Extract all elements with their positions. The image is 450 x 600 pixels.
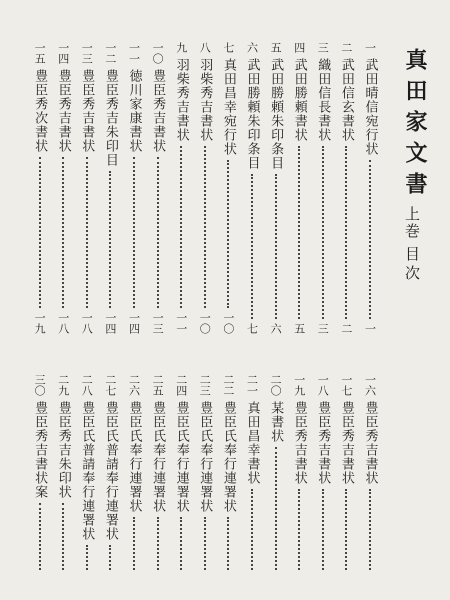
dot-leader [86,545,88,570]
toc-entry [30,374,50,574]
dot-leader [322,146,324,319]
dot-leader [322,489,324,570]
page-number: 一九 [33,312,47,334]
toc-entry [218,374,238,574]
page-number: 六 [269,323,283,334]
entry-title: 豊臣秀吉書状 [338,401,354,485]
entry-number: 一三 [80,42,94,64]
dot-leader [133,157,135,308]
toc-entry [313,42,333,334]
entry-number: 二七 [103,374,117,396]
page-number: 一八 [80,312,94,334]
dot-leader [86,157,88,308]
entry-number: 二六 [127,374,141,396]
volume-label: 上巻 [403,206,421,240]
dot-leader [345,146,347,319]
page-number: 二 [339,323,353,334]
dot-leader [62,503,64,570]
entry-number: 二五 [151,374,165,396]
entry-number: 一九 [292,374,306,396]
entry-number: 二三 [198,374,212,396]
entry-title: 豊臣秀吉書状 [291,401,307,485]
entry-title: 真田昌幸書状 [244,401,260,485]
entry-number: 一 [363,42,377,53]
toc-entry [313,374,333,574]
entry-title: 豊臣氏奉行連署状 [197,401,213,513]
entry-title: 徳川家康書状 [126,69,142,153]
entry-number: 二〇 [269,374,283,396]
toc-entry [218,42,238,334]
dot-leader [345,489,347,570]
entry-title: 豊臣秀吉朱印状 [55,401,71,499]
entry-title: 某書状 [268,401,284,443]
toc-entry [171,374,191,574]
entry-number: 二 [339,42,353,53]
entry-number: 三〇 [33,374,47,396]
entry-title: 織田信長書状 [315,58,331,142]
page-number: 一一 [174,312,188,334]
dot-leader [157,157,159,308]
toc-entry [171,42,191,334]
entry-number: 一四 [56,42,70,64]
entry-number: 七 [221,42,235,53]
toc-entry [195,42,215,334]
page-number: 一〇 [198,312,212,334]
toc-entry [266,374,286,574]
dot-leader [39,157,41,308]
dot-leader [251,174,253,319]
dot-leader [227,517,229,570]
entry-title: 豊臣氏奉行連署状 [220,401,236,513]
page-number: 一 [363,323,377,334]
toc-entry [77,374,97,574]
entry-title: 豊臣秀次書状 [32,69,48,153]
entry-title: 豊臣秀吉朱印目 [102,69,118,167]
toc-entry [289,374,309,574]
dot-leader [369,160,371,319]
page-number: 一〇 [221,312,235,334]
toc-entry [195,374,215,574]
toc-entry [242,374,262,574]
entry-title: 豊臣氏普請奉行連署状 [102,401,118,541]
entry-number: 二一 [245,374,259,396]
toc-entry [242,42,262,334]
toc-entry [360,42,380,334]
entry-title: 豊臣秀吉書状案 [32,401,48,499]
entry-title: 豊臣秀吉書状 [150,69,166,153]
dot-leader [251,489,253,570]
entry-number: 九 [174,42,188,53]
entry-number: 一八 [316,374,330,396]
toc-entry [124,374,144,574]
entry-number: 一〇 [151,42,165,64]
toc-entry [124,42,144,334]
dot-leader [204,146,206,308]
dot-leader [109,171,111,308]
toc-entry [289,42,309,334]
page-number: 一四 [127,312,141,334]
dot-leader [369,489,371,570]
toc-entry [53,42,73,334]
toc-entry [266,42,286,334]
entry-number: 五 [269,42,283,53]
entry-title: 豊臣氏奉行連署状 [150,401,166,513]
entry-title: 羽柴秀吉書状 [173,58,189,142]
entry-title: 武田勝頼朱印条目 [268,58,284,170]
entry-number: 八 [198,42,212,53]
page-number: 一八 [56,312,70,334]
entry-title: 武田勝頼朱印条目 [244,58,260,170]
dot-leader [275,174,277,319]
entry-title: 豊臣秀吉書状 [315,401,331,485]
entry-title: 武田勝頼書状 [291,58,307,142]
toc-entry [100,42,120,334]
page-number: 五 [292,323,306,334]
toc-entry [336,42,356,334]
entry-title: 豊臣秀吉書状 [55,69,71,153]
page-number: 七 [245,323,259,334]
entry-number: 二四 [174,374,188,396]
entry-title: 豊臣秀吉書状 [362,401,378,485]
entry-title: 豊臣氏普請奉行連署状 [79,401,95,541]
dot-leader [298,146,300,319]
dot-leader [180,146,182,308]
entry-number: 二九 [56,374,70,396]
dot-leader [298,489,300,570]
page-number: 一四 [103,312,117,334]
entry-number: 一六 [363,374,377,396]
entry-title: 武田晴信宛行状 [362,58,378,156]
toc-entry [100,374,120,574]
entry-number: 一一 [127,42,141,64]
contents-label: 目次 [403,246,421,284]
toc-entry [360,374,380,574]
dot-leader [157,517,159,570]
dot-leader [180,517,182,570]
book-title: 真田家文書 [402,48,428,203]
toc-entry [77,42,97,334]
entry-number: 一五 [33,42,47,64]
dot-leader [275,447,277,570]
entry-number: 一二 [103,42,117,64]
dot-leader [204,517,206,570]
entry-title: 武田信玄書状 [338,58,354,142]
page-number: 三 [316,323,330,334]
entry-number: 六 [245,42,259,53]
entry-title: 真田昌幸宛行状 [220,58,236,156]
entry-number: 二二 [221,374,235,396]
entry-title: 豊臣氏奉行連署状 [126,401,142,513]
toc-entry [148,374,168,574]
dot-leader [109,545,111,570]
page-number: 一三 [151,312,165,334]
entry-number: 二八 [80,374,94,396]
entry-title: 豊臣秀吉書状 [79,69,95,153]
toc-entry [336,374,356,574]
dot-leader [39,503,41,570]
entry-title: 豊臣氏奉行連署状 [173,401,189,513]
toc-entry [30,42,50,334]
dot-leader [227,160,229,308]
entry-title: 羽柴秀吉書状 [197,58,213,142]
toc-entry [148,42,168,334]
dot-leader [62,157,64,308]
entry-number: 三 [316,42,330,53]
entry-number: 一七 [339,374,353,396]
dot-leader [133,517,135,570]
entry-number: 四 [292,42,306,53]
toc-entry [53,374,73,574]
